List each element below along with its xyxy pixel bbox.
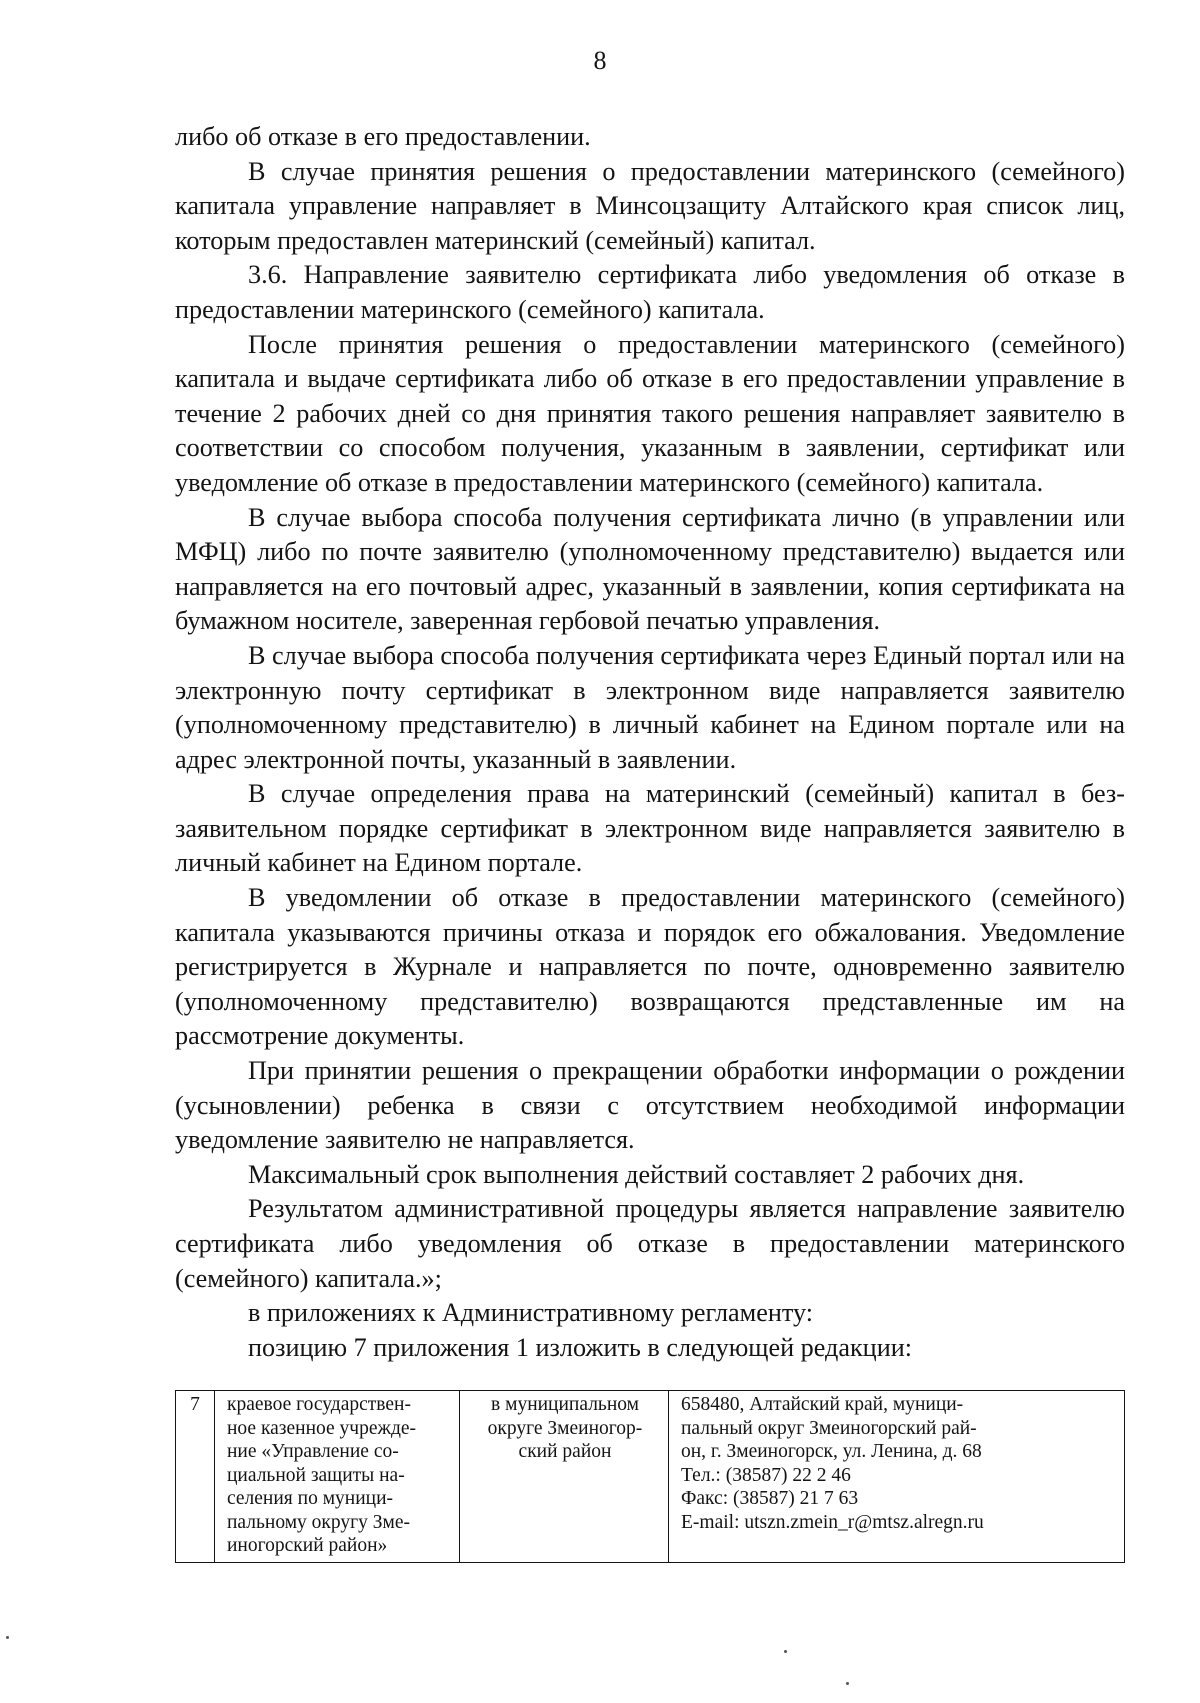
page-number: 8 [593,46,607,75]
cell-line: пальному округу Зме- [227,1511,411,1533]
appendix-table [175,1390,1125,1563]
cell-line: циальной защиты на- [227,1464,405,1486]
paragraph: в приложениях к Административному регламенту: [248,1298,813,1328]
cell-line: в муниципальном [491,1394,639,1415]
cell-line: он, г. Змеиногорск, ул. Ленина, д. 68 [681,1441,982,1462]
cell-line: краевое государствен- [227,1394,411,1415]
paragraph: Максимальный срок выполнения действий составляет 2 рабочих дня. [248,1159,1025,1189]
paragraph: В уведомлении об отказе в предоставлении материнского (семейного) капитала указываются причины отказа и порядок его обжалования. Уведомление регистрируется в Журнале и направляется по почте, одновременно заявителю (уполномоченному представителю) возвращаются представленные им на рассмотрение документы. [175,883,1125,1051]
location-cell [460,1391,669,1563]
email-line: E-mail: utszn.zmein_r@mtsz.alregn.ru [681,1511,984,1533]
cell-line: ное казенное учрежде- [227,1417,417,1439]
contacts-cell [669,1391,1125,1563]
cell-line: селения по муници- [227,1488,394,1509]
institution-name-cell [215,1391,460,1563]
institutions-table [175,1390,1125,1563]
paragraph: В случае выбора способа получения сертификата через Единый портал или на электронную почту сертификат в электронном виде направляется заявителю (уполномоченному представителю) в личный кабинет на Едином портале или на адрес электронной почты, указанный в заявлении. [175,640,1125,774]
paragraph: В случае выбора способа получения сертификата лично (в управлении или МФЦ) либо по почте заявителю (уполномоченному представителю) выдается или направляется на его почтовый адрес, указанный в заявлении, копия сертификата на бумажном носителе, заверенная гербовой печатью управления. [175,502,1125,636]
paragraph: либо об отказе в его предоставлении. [175,122,591,151]
fax-line: Факс: (38587) 21 7 63 [681,1488,859,1509]
cell-line: 658480, Алтайский край, муници- [681,1394,964,1415]
paragraph: позицию 7 приложения 1 изложить в следующей редакции: [248,1332,912,1362]
paragraph: При принятии решения о прекращении обработки информации о рождении (усыновлении) ребенка в связи с отсутствием необходимой информации уведомление заявителю не направляется. [175,1056,1125,1155]
phone-line: Тел.: (38587) 22 2 46 [681,1464,851,1486]
document-body [175,120,1125,1365]
scan-speck [6,1636,9,1639]
paragraph: Результатом административной процедуры является направление заявителю сертификата либо уведомления об отказе в предоставлении материнского (семейного) капитала.»; [175,1194,1125,1293]
cell-line: ский район [518,1441,612,1462]
scan-speck [784,1650,787,1653]
row-number-cell: 7 [176,1391,215,1563]
paragraph: 3.6. Направление заявителю сертификата либо уведомления об отказе в предоставлении материнского (семейного) капитала. [175,260,1125,324]
cell-line: пальный округ Змеиногорский рай- [681,1417,977,1439]
cell-line: округе Змеиногор- [487,1417,643,1439]
scan-speck [846,1682,849,1685]
table-row [176,1391,1125,1563]
cell-line: иногорский район» [227,1535,388,1556]
paragraph: В случае определения права на материнский (семейный) капитал в беззаявительном порядке сертификат в электронном виде направляется заявителю в личный кабинет на Едином портале. [175,779,1125,878]
cell-line: ние «Управление со- [227,1441,399,1462]
paragraph: В случае принятия решения о предоставлении материнского (семейного) капитала управление направляет в Минсоцзащиту Алтайского края список лиц, которым предоставлен материнский (семейный) капитал. [175,156,1125,255]
paragraph: После принятия решения о предоставлении материнского (семейного) капитала и выдаче сертификата либо об отказе в его предоставлении управление в течение 2 рабочих дней со дня принятия такого решения направляет заявителю в соответствии со способом получения, указанным в заявлении, сертификат или уведомление об отказе в предоставлении материнского (семейного) капитала. [175,329,1125,497]
